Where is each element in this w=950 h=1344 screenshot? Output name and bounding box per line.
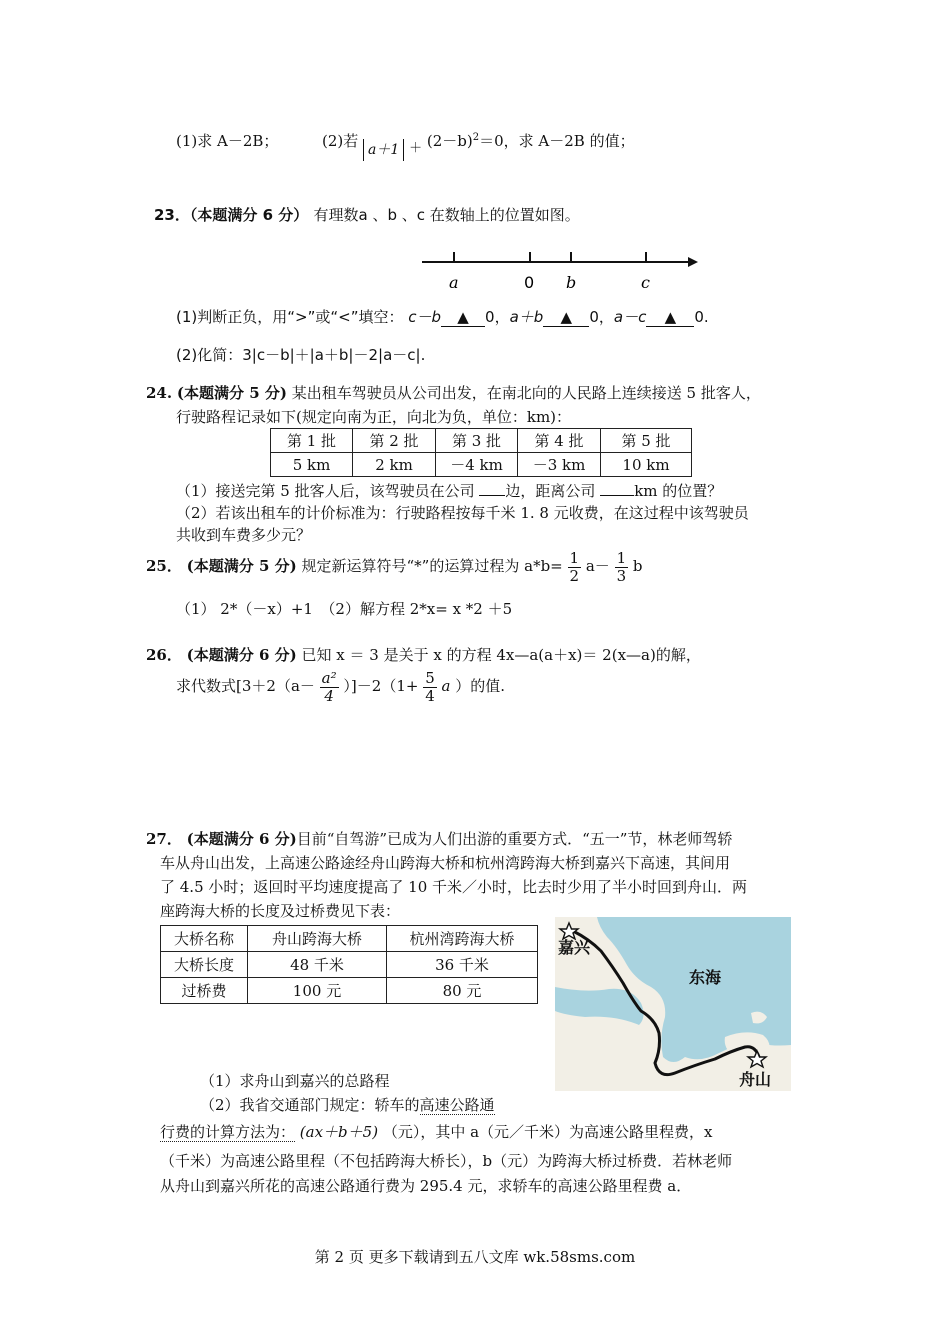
q23-blank2[interactable]: ▲ — [543, 308, 589, 327]
map-label-jiaxing: 嘉兴 — [558, 938, 591, 957]
q23-part2: (2)化简：3|c－b|＋|a＋b|－2|a－c|. — [176, 346, 426, 364]
q22-part2-suffix: ＝0，求 A－2B 的值； — [479, 132, 635, 150]
q25-frac1 — [568, 550, 582, 584]
q25-frac1-num: 1 — [569, 549, 580, 567]
q24-part1-a: （1）接送完第 5 批客人后，该驾驶员在公司 — [176, 482, 475, 500]
q26-frac2-num: 5 — [425, 669, 435, 687]
q26-stem: 已知 x ＝ 3 是关于 x 的方程 4x—a(a＋x)＝ 2(x—a)的解， — [301, 646, 701, 664]
q23-expr2: a＋b — [509, 308, 544, 326]
q22-plus: ＋ — [409, 141, 423, 156]
q22-sup: 2 — [472, 132, 480, 143]
label-0: 0 — [524, 273, 535, 292]
q27-line2: 车从舟山出发，上高速公路途经舟山跨海大桥和杭州湾跨海大桥到嘉兴下高速，其间用 — [160, 854, 731, 872]
q25-parts: （1） 2*（－x）+1 （2）解方程 2*x= x *2 ＋5 — [176, 600, 513, 618]
q23-stem: 有理数a 、b 、c 在数轴上的位置如图。 — [313, 206, 580, 224]
q25-tail: b — [632, 557, 643, 575]
map-label-zhoushan: 舟山 — [739, 1070, 772, 1089]
q27-part2 — [200, 1094, 495, 1115]
q27-r2-c3: 80 元 — [387, 978, 538, 1004]
q27-table-row-2 — [161, 978, 538, 1004]
q24-table-value-row — [271, 453, 692, 477]
q24-th-3: 第 3 批 — [436, 429, 518, 453]
q27-r1-c2: 48 千米 — [248, 952, 387, 978]
q25-frac2 — [615, 550, 629, 584]
page-footer: 第 2 页 更多下载请到五八文库 wk.58sms.com — [314, 1248, 636, 1266]
q26-frac1-den: 4 — [324, 686, 334, 705]
q24-part1 — [176, 480, 722, 501]
q27-part1: （1）求舟山到嘉兴的总路程 — [200, 1072, 390, 1090]
q22-part1: (1)求 A－2B； — [176, 132, 279, 150]
q27-part2-a: （2）我省交通部门规定：轿车的 — [200, 1096, 420, 1114]
q24-td-1: 5 km — [271, 453, 353, 477]
q23-sep1: ， — [494, 308, 510, 326]
q26-line2-b: ）]－2（1+ — [343, 677, 419, 695]
q22-abs-expr-text: a＋1 — [368, 142, 400, 158]
q26-frac2-den: 4 — [425, 686, 435, 705]
q22-line — [176, 130, 635, 158]
map-label-sea: 东海 — [689, 968, 722, 987]
q23-sep2: ， — [598, 308, 614, 326]
q27-line-d: 从舟山到嘉兴所花的高速公路通行费为 295.4 元，求轿车的高速公路里程费 a． — [160, 1177, 692, 1195]
q24-blank-direction[interactable] — [479, 495, 505, 496]
q27-line3: 了 4.5 小时；返回时平均速度提高了 10 千米／小时，比去时少用了半小时回到舟山．两 — [160, 878, 748, 896]
q25-frac2-den: 3 — [616, 566, 627, 585]
q23-end: . — [703, 308, 709, 326]
q25-line1 — [146, 550, 643, 584]
q27-line1 — [146, 828, 732, 849]
q24-th-4: 第 4 批 — [518, 429, 601, 453]
q27-th-2: 舟山跨海大桥 — [248, 926, 387, 952]
q27-stem1: 目前“自驾游”已成为人们出游的重要方式．“五一”节，林老师驾轿 — [296, 830, 733, 848]
q27-line-b — [160, 1121, 713, 1142]
q23-expr1: c－b — [408, 308, 442, 326]
q24-part1-c: km 的位置？ — [634, 482, 723, 500]
label-b: b — [566, 273, 577, 292]
q26-line1 — [146, 644, 701, 665]
q27-number: 27． — [146, 830, 182, 848]
q24-td-4: －3 km — [518, 453, 601, 477]
q23-blank1[interactable]: ▲ — [441, 308, 485, 327]
q22-part2-mid: (2－b) — [426, 132, 473, 150]
q22-part2-prefix: (2)若 — [321, 132, 359, 150]
q24-part1-b: 边，距离公司 — [505, 482, 596, 500]
q23-heading — [154, 204, 580, 225]
q23-score: （本题满分 6 分） — [189, 206, 309, 224]
q23-zero1: 0 — [485, 308, 495, 326]
q27-r2-c2: 100 元 — [248, 978, 387, 1004]
q23-number: 23． — [154, 206, 190, 224]
q23-blank3[interactable]: ▲ — [646, 308, 694, 327]
number-line — [418, 244, 698, 296]
q25-frac2-num: 1 — [616, 549, 627, 567]
q24-td-3: －4 km — [436, 453, 518, 477]
q23-part1 — [176, 306, 709, 327]
q24-td-2: 2 km — [353, 453, 436, 477]
q25-score: (本题满分 5 分) — [186, 557, 297, 575]
q27-line-b1: 行费的计算方法为： — [160, 1123, 296, 1141]
q25-mid: a－ — [585, 557, 610, 575]
q22-abs-expr — [363, 139, 404, 161]
q27-r2-c1: 过桥费 — [161, 978, 248, 1004]
q27-th-3: 杭州湾跨海大桥 — [387, 926, 538, 952]
q25-frac1-den: 2 — [569, 566, 580, 585]
q27-r1-c3: 36 千米 — [387, 952, 538, 978]
q24-part2-line1: （2）若该出租车的计价标准为：行驶路程按每千米 1. 8 元收费，在这过程中该驾驶员 — [176, 504, 749, 522]
q27-table-row-1 — [161, 952, 538, 978]
q24-th-2: 第 2 批 — [353, 429, 436, 453]
q27-r1-c1: 大桥长度 — [161, 952, 248, 978]
q24-part2-line2: 共收到车费多少元？ — [176, 526, 312, 544]
q27-score: (本题满分 6 分) — [186, 830, 297, 848]
q26-line2-d: ）的值. — [455, 677, 506, 695]
q27-table-header-row — [161, 926, 538, 952]
label-a: a — [449, 273, 459, 292]
q27-line-b2: （元），其中 a（元／千米）为高速公路里程费，x — [382, 1123, 713, 1141]
q24-blank-distance[interactable] — [600, 495, 634, 496]
q26-score: (本题满分 6 分) — [186, 646, 297, 664]
q27-table — [160, 925, 538, 1004]
q26-frac1 — [320, 670, 339, 704]
number-line-arrow — [688, 257, 698, 267]
route-map — [555, 917, 791, 1091]
q25-number: 25． — [146, 557, 182, 575]
q27-part2-b: 高速公路通 — [419, 1096, 495, 1114]
q24-number: 24. — [146, 384, 173, 402]
label-c: c — [641, 273, 650, 292]
q24-th-5: 第 5 批 — [601, 429, 692, 453]
q24-stem1: 某出租车驾驶员从公司出发，在南北向的人民路上连续接送 5 批客人， — [291, 384, 761, 402]
q24-table-header-row — [271, 429, 692, 453]
q23-expr3: a－c — [613, 308, 647, 326]
q24-line2: 行驶路程记录如下(规定向南为正，向北为负，单位：km)： — [176, 408, 572, 426]
q24-score: (本题满分 5 分) — [176, 384, 287, 402]
q26-frac2 — [423, 670, 437, 704]
q27-line4: 座跨海大桥的长度及过桥费见下表： — [160, 902, 401, 920]
q27-th-1: 大桥名称 — [161, 926, 248, 952]
q24-td-5: 10 km — [601, 453, 692, 477]
q26-frac1-num: a² — [321, 669, 337, 687]
q26-line2 — [176, 670, 505, 704]
q27-line-c: （千米）为高速公路里程（不包括跨海大桥长），b（元）为跨海大桥过桥费．若林老师 — [160, 1152, 733, 1170]
q23-part1-prefix: (1)判断正负，用“>”或“<”填空： — [176, 308, 404, 326]
q24-line1 — [146, 382, 761, 403]
q26-line2-a: 求代数式[3＋2（a－ — [176, 677, 315, 695]
q24-th-1: 第 1 批 — [271, 429, 353, 453]
q26-number: 26． — [146, 646, 182, 664]
q26-line2-c: a — [441, 677, 451, 695]
q27-formula: (ax＋b＋5) — [299, 1123, 379, 1141]
q23-zero3: 0 — [694, 308, 704, 326]
q23-zero2: 0 — [589, 308, 599, 326]
q25-stem: 规定新运算符号“*”的运算过程为 a*b= — [301, 557, 563, 575]
q24-table — [270, 428, 692, 477]
